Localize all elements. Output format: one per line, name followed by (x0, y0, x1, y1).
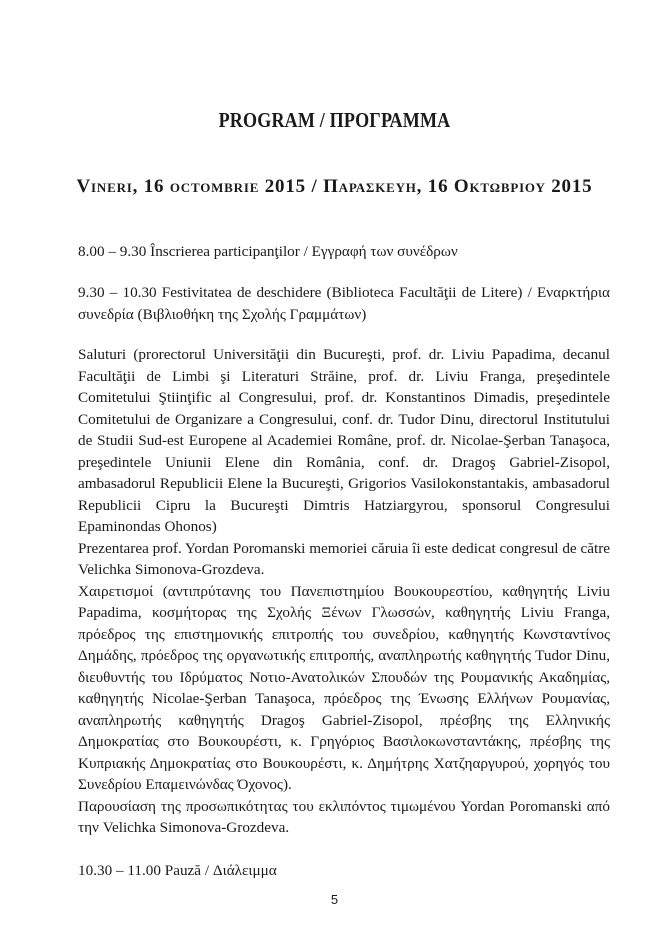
presentation-greek: Παρουσίαση της προσωπικότητας του εκλιπόντος τιμωμένου Yordan Poromanski από την Velichka Simonova-Grozdeva. (78, 797, 610, 836)
schedule-item-opening: 9.30 – 10.30 Festivitatea de deschidere (Biblioteca Facultăţii de Litere) / Εναρκτήρια συνεδρία (Βιβλιοθήκη της Σχολής Γραμμάτων) (78, 284, 610, 323)
schedule-item-break: 10.30 – 11.00 Pauză / Διάλειμμα (78, 862, 277, 879)
salutes-greek: Χαιρετισμοί (αντιπρύτανης του Πανεπιστημίου Βουκουρεστίου, καθηγητής Liviu Papadima, κοσμήτορας της Σχολής Ξένων Γλωσσών, καθηγητής Liviu Franga, πρόεδρος της επιστημονικής επιτροπής του συνεδρίου, καθηγητής Κωνσταντίνος Δημάδης, πρόεδρος της οργανωτικής επιτροπής, αναπληρωτής καθηγητής Tudor Dinu, διευθυντής του Ιδρύματος Νοτιο-Ανατολικών Σπουδών της Ρουμανικής Ακαδημίας, καθηγητής Nicolae-Şerban Tanaşoca, πρόεδρος της Ένωσης Ελλήνων Ρουμανίας, αναπληρωτής καθηγητής Dragoş Gabriel-Zisopol, πρέσβης της Ελληνικής Δημοκρατίας στο Βουκουρέστι, κ. Γρηγόριος Βασιλοκωνσταντάκης, πρέσβης της Κυπριακής Δημοκρατίας στο Βουκουρέστι, κ. Δημήτρης Χατζηαργυρού, χορηγός του Συνεδρίου Επαμεινώνδας Όχονος). (78, 582, 610, 793)
presentation-romanian: Prezentarea prof. Yordan Poromanski memoriei căruia îi este dedicat congresul de către Velichka Simonova-Grozdeva. (78, 539, 610, 578)
opening-details (78, 344, 610, 839)
page-number: 5 (330, 892, 339, 907)
schedule-item-registration: 8.00 – 9.30 Înscrierea participanţilor / Εγγραφή των συνέδρων (78, 243, 458, 260)
day-heading: Vineri, 16 octombrie 2015 / Παρασκευη, 16 Οκτωβριου 2015 (76, 176, 593, 197)
salutes-romanian: Saluturi (prorectorul Universităţii din Bucureşti, prof. dr. Liviu Papadima, decanul Facultăţii de Limbi şi Literaturi Străine, prof. dr. Liviu Franga, preşedintele Comitetului Ştiinţific al Congresului, prof. dr. Konstantinos Dimadis, preşedintele Comitetului de Organizare a Congresului, conf. dr. Tudor Dinu, directorul Institutului de Studii Sud-est Europene al Academiei Române, prof. dr. Nicolae-Şerban Tanaşoca, preşedintele Uniunii Elene din România, conf. dr. Dragoş Gabriel-Zisopol, ambasadorul Republicii Elene la Bucureşti, Grigorios Vasilokonstantakis, ambasadorul Republicii Cipru la Bucureşti Dimtris Hatziargyrou, sponsorul Congresului Epaminondas Ohonos) (78, 346, 610, 535)
page-title: PROGRAM / ΠΡΟΓΡΑΜΜΑ (218, 108, 451, 132)
